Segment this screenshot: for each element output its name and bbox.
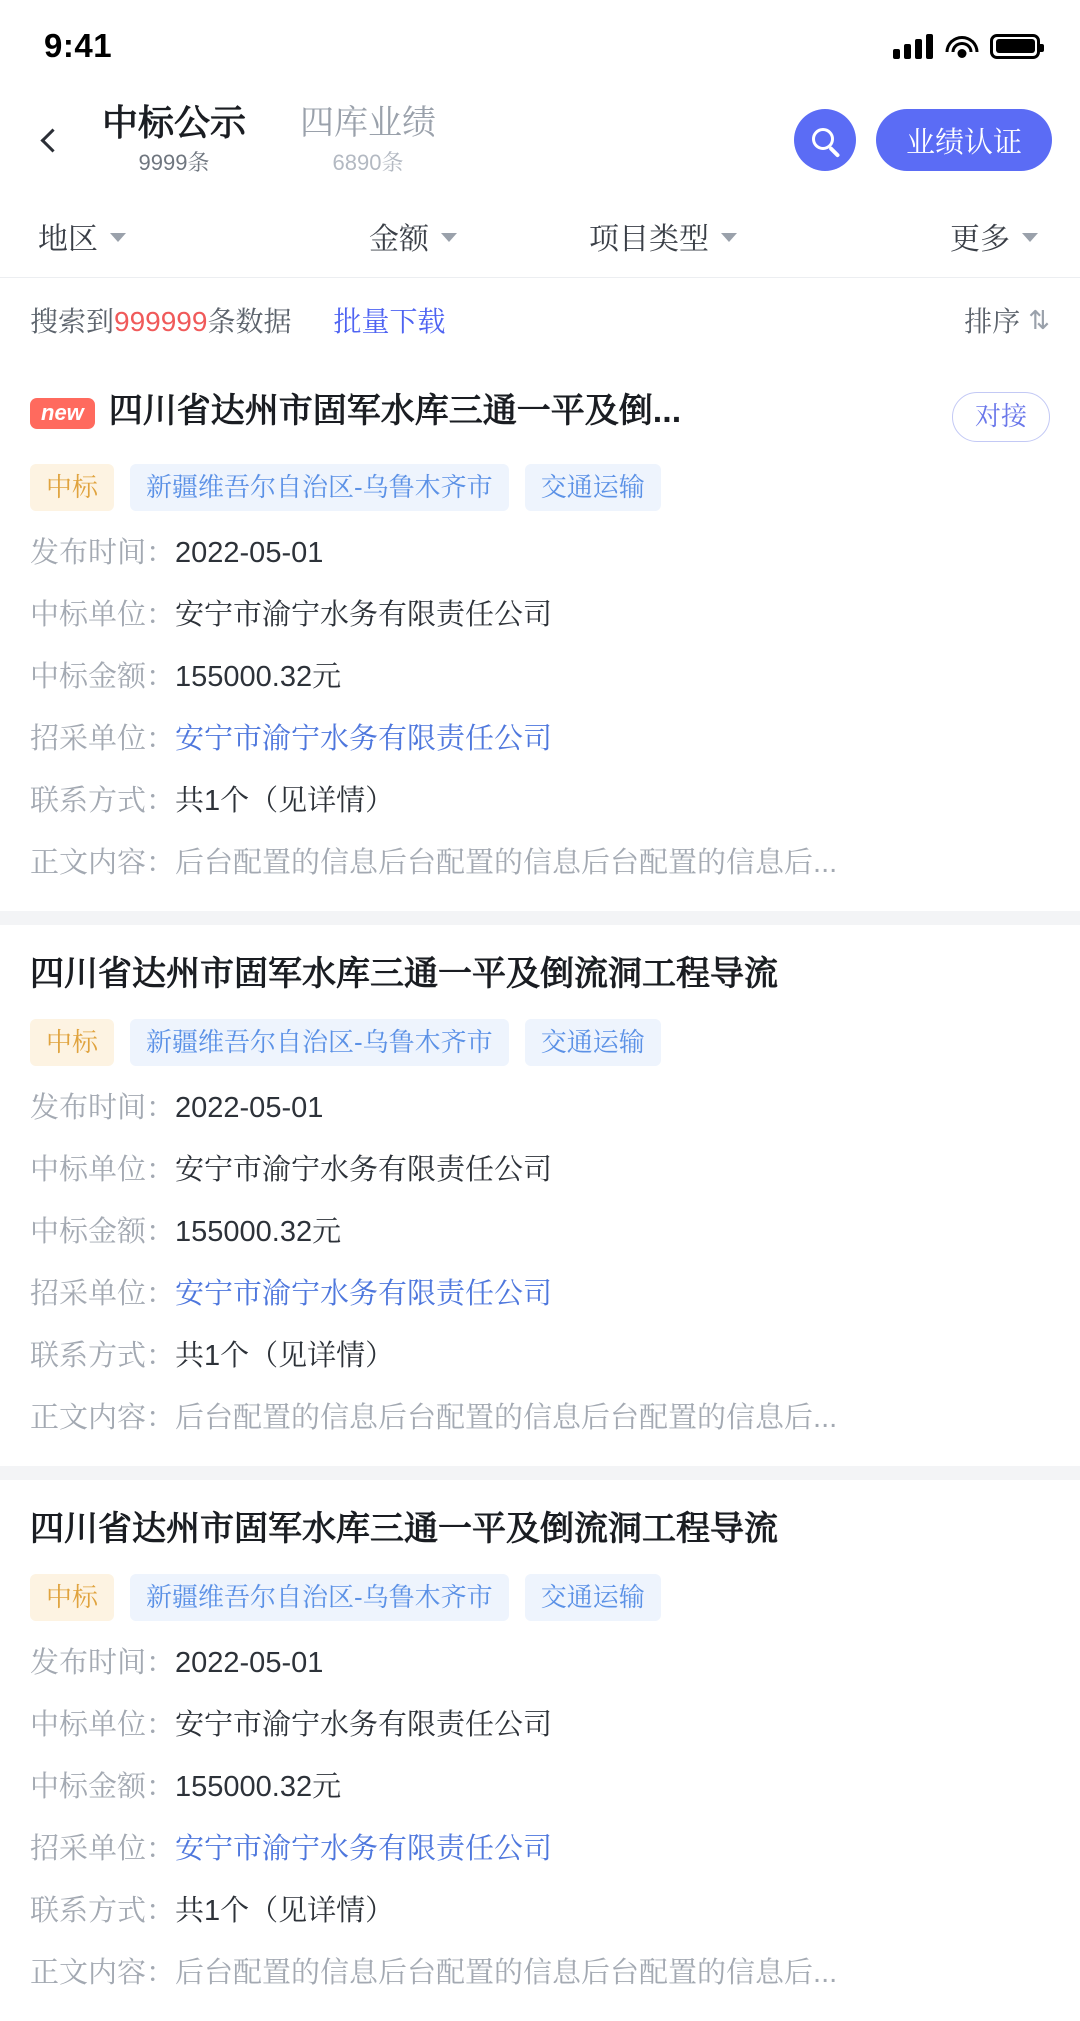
field-value: 2022-05-01 <box>175 536 324 569</box>
connect-button[interactable]: 对接 <box>952 392 1050 442</box>
field-value: 共1个（见详情） <box>175 1340 395 1373</box>
field-winner <box>30 1150 1050 1190</box>
field-value: 后台配置的信息后台配置的信息后台配置的信息后... <box>175 1402 838 1435</box>
filter-project-type[interactable] <box>538 214 788 258</box>
card-header <box>30 1506 1050 1552</box>
filter-label: 更多 <box>950 222 1010 256</box>
category-tag: 交通运输 <box>525 1019 661 1066</box>
region-tag: 新疆维吾尔自治区-乌鲁木齐市 <box>130 464 509 511</box>
tag-row <box>30 1574 1050 1621</box>
header-tabs <box>102 101 436 179</box>
tab-zhongbiao-gongshi[interactable] <box>102 101 246 179</box>
sort-button[interactable] <box>964 300 1050 340</box>
field-value: 155000.32元 <box>175 660 342 693</box>
field-label: 中标金额： <box>30 660 176 693</box>
filter-region[interactable] <box>30 214 288 258</box>
field-winner <box>30 1705 1050 1745</box>
field-label: 联系方式： <box>30 1895 176 1928</box>
field-value-link[interactable]: 安宁市渝宁水务有限责任公司 <box>175 1833 553 1866</box>
list-item[interactable] <box>0 925 1080 1466</box>
filter-amount[interactable] <box>288 214 538 258</box>
field-publish-time <box>30 1643 1050 1683</box>
field-value: 安宁市渝宁水务有限责任公司 <box>175 1154 553 1187</box>
field-value: 后台配置的信息后台配置的信息后台配置的信息后... <box>175 1957 838 1990</box>
category-tag: 交通运输 <box>525 464 661 511</box>
field-value: 共1个（见详情） <box>175 784 395 817</box>
card-title[interactable]: 四川省达州市固军水库三通一平及倒流洞工程导流 <box>30 1510 778 1549</box>
filter-label: 地区 <box>38 222 98 256</box>
region-tag: 新疆维吾尔自治区-乌鲁木齐市 <box>130 1574 509 1621</box>
field-value: 155000.32元 <box>175 1771 342 1804</box>
field-publish-time <box>30 1088 1050 1128</box>
tab-siku-yeji[interactable] <box>300 101 436 179</box>
new-badge: new <box>30 398 95 429</box>
field-value: 后台配置的信息后台配置的信息后台配置的信息后... <box>175 846 838 879</box>
search-icon <box>812 128 834 150</box>
field-content <box>30 843 1050 883</box>
tag-row <box>30 464 1050 511</box>
field-value: 安宁市渝宁水务有限责任公司 <box>175 598 553 631</box>
performance-certification-button[interactable]: 业绩认证 <box>876 109 1052 171</box>
filter-bar <box>0 194 1080 278</box>
battery-icon <box>990 34 1040 59</box>
field-contact <box>30 1891 1050 1931</box>
field-content <box>30 1398 1050 1438</box>
field-label: 中标金额： <box>30 1771 176 1804</box>
field-label: 联系方式： <box>30 1340 176 1373</box>
result-count-text <box>30 300 291 340</box>
result-prefix: 搜索到 <box>30 306 115 337</box>
card-title[interactable]: 四川省达州市固军水库三通一平及倒流洞工程导流 <box>30 954 778 993</box>
back-button[interactable] <box>22 112 78 168</box>
region-tag: 新疆维吾尔自治区-乌鲁木齐市 <box>130 1019 509 1066</box>
app-header <box>0 86 1080 194</box>
sort-label: 排序 <box>964 306 1021 337</box>
tab-count: 6890条 <box>332 150 404 175</box>
field-winner <box>30 595 1050 635</box>
filter-more[interactable] <box>788 214 1050 258</box>
field-tender-unit <box>30 719 1050 759</box>
field-contact <box>30 781 1050 821</box>
card-header <box>30 951 1050 997</box>
result-bar <box>0 278 1080 362</box>
category-tag: 交通运输 <box>525 1574 661 1621</box>
field-value: 2022-05-01 <box>175 1647 324 1680</box>
card-title[interactable]: 四川省达州市固军水库三通一平及倒... <box>108 392 682 430</box>
chevron-down-icon <box>1022 233 1038 242</box>
filter-label: 项目类型 <box>589 222 709 256</box>
batch-download-link[interactable]: 批量下载 <box>333 306 446 337</box>
field-value: 2022-05-01 <box>175 1092 324 1125</box>
chevron-down-icon <box>110 233 126 242</box>
status-bar <box>0 0 1080 86</box>
field-label: 发布时间： <box>30 1647 176 1680</box>
status-indicators <box>893 27 1040 59</box>
field-value-link[interactable]: 安宁市渝宁水务有限责任公司 <box>175 722 553 755</box>
field-amount <box>30 1212 1050 1252</box>
field-content <box>30 1953 1050 1993</box>
field-label: 正文内容： <box>30 846 176 879</box>
filter-label: 金额 <box>369 222 429 256</box>
tab-label: 中标公示 <box>102 102 247 143</box>
field-label: 招采单位： <box>30 1278 176 1311</box>
field-value-link[interactable]: 安宁市渝宁水务有限责任公司 <box>175 1278 553 1311</box>
field-tender-unit <box>30 1829 1050 1869</box>
field-tender-unit <box>30 1274 1050 1314</box>
field-label: 中标单位： <box>30 598 176 631</box>
field-label: 中标金额： <box>30 1216 176 1249</box>
status-time: 9:41 <box>44 27 113 64</box>
field-label: 正文内容： <box>30 1957 176 1990</box>
result-suffix: 条数据 <box>207 306 292 337</box>
back-chevron-icon <box>40 128 64 152</box>
field-label: 正文内容： <box>30 1402 176 1435</box>
field-amount <box>30 657 1050 697</box>
field-label: 联系方式： <box>30 784 176 817</box>
chevron-down-icon <box>721 233 737 242</box>
wifi-icon <box>945 34 978 58</box>
card-header <box>30 388 1050 442</box>
field-label: 招采单位： <box>30 1833 176 1866</box>
tab-label: 四库业绩 <box>300 104 437 142</box>
cellular-signal-icon <box>893 33 933 59</box>
field-contact <box>30 1336 1050 1376</box>
field-label: 招采单位： <box>30 722 176 755</box>
result-count: 999999 <box>114 306 208 337</box>
header-actions <box>794 109 1052 171</box>
field-publish-time <box>30 533 1050 573</box>
status-badge: 中标 <box>30 1019 114 1066</box>
field-value: 安宁市渝宁水务有限责任公司 <box>175 1709 553 1742</box>
chevron-down-icon <box>441 233 457 242</box>
list-item[interactable] <box>0 362 1080 911</box>
field-label: 发布时间： <box>30 536 176 569</box>
field-label: 发布时间： <box>30 1092 176 1125</box>
status-badge: 中标 <box>30 464 114 511</box>
sort-arrows-icon: ⇅ <box>1028 305 1050 335</box>
list-item[interactable] <box>0 1480 1080 2021</box>
field-amount <box>30 1767 1050 1807</box>
result-list <box>0 362 1080 2021</box>
search-button[interactable] <box>794 109 856 171</box>
field-label: 中标单位： <box>30 1709 176 1742</box>
tab-count: 9999条 <box>138 150 210 175</box>
tag-row <box>30 1019 1050 1066</box>
field-value: 共1个（见详情） <box>175 1895 395 1928</box>
field-value: 155000.32元 <box>175 1216 342 1249</box>
status-badge: 中标 <box>30 1574 114 1621</box>
field-label: 中标单位： <box>30 1154 176 1187</box>
